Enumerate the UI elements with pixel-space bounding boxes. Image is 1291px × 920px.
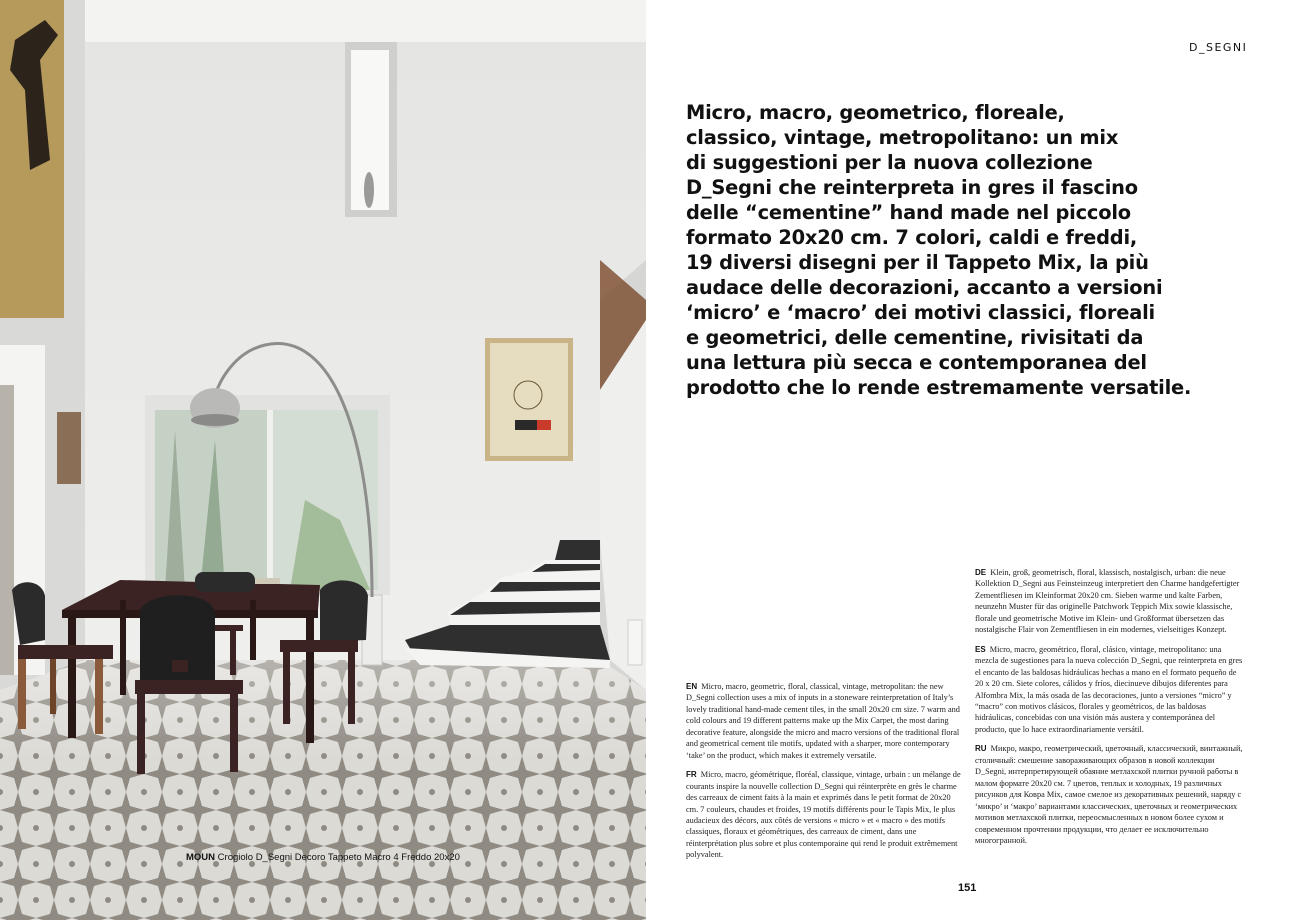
photo-caption	[186, 852, 460, 863]
painting-icon	[0, 0, 64, 318]
lang-label-ru: RU	[975, 744, 987, 754]
caption-brand: MOUN	[186, 852, 216, 863]
headline-line: delle “cementine” hand made nel piccolo	[686, 201, 1131, 224]
wall-sculpture	[57, 412, 81, 484]
framed-drawing	[485, 338, 573, 461]
text-column-left	[686, 681, 962, 869]
headline-line: prodotto che lo rende estremamente versatile.	[686, 376, 1192, 399]
lang-label-en: EN	[686, 682, 698, 691]
headline-line: una lettura più secca e contemporanea del	[686, 351, 1147, 374]
text-column-right	[975, 567, 1245, 854]
section-title: D_SEGNI	[1189, 41, 1248, 54]
paragraph-ru	[975, 743, 1245, 846]
headline-line: audace delle decorazioni, accanto a versioni	[686, 276, 1163, 299]
headline	[686, 100, 1246, 400]
headline-line: 19 diversi disegni per il Tappeto Mix, la più	[686, 251, 1149, 274]
paragraph-de	[975, 567, 1245, 636]
headline-line: D_Segni che reinterpreta in gres il fascino	[686, 176, 1138, 199]
page-number: 151	[958, 882, 977, 894]
paragraph-es-text: Micro, macro, geométrico, floral, clásico, vintage, metropolitano: una mezcla de sugestiones para la nueva colección D_Segni, que reinterpreta en gres el encanto de las baldosas hidráulicas hechas a mano en el formato pequeño de 20 x 20 cm. Siete colores, cálidos y fríos, diecinueve dibujos diferentes para Alfombra Mix, la más osada de las decoraciones, junto a versiones “micro” y “macro” con motivos clásicos, florales y geométricos, de las baldosas hidráulicas, concebidas con una visión más austera y contemporánea del producto, que lo hace extraordinariamente versátil.	[975, 644, 1243, 734]
headline-line: formato 20x20 cm. 7 colori, caldi e freddi,	[686, 226, 1138, 249]
paragraph-fr-text: Micro, macro, géométrique, floréal, classique, vintage, urbain : un mélange de courants inspire la nouvelle collection D_Segni qui réinterprète en grès le charme des carreaux de ciment faits à la main et exprimés dans le petit format de 20x20 cm. 7 couleurs, chaudes et froides, 19 motifs différents pour le Tapis Mix, le plus audacieux des décors, aux côtés de versions « micro » et « macro » des motifs classiques, floraux et géométriques, des carreaux de ciment, dans une réinterprétation plus sobre et plus contemporaine qui rend le produit extrêmement polyvalent.	[686, 770, 961, 860]
ceiling	[0, 0, 646, 42]
paragraph-es	[975, 644, 1245, 736]
radiator	[628, 620, 642, 665]
paragraph-en-text: Micro, macro, geometric, floral, classical, vintage, metropolitan: the new D_Segni collection uses a mix of inputs in a stoneware reinterpretation of Italy’s lovely traditional hand-made cement tiles, in the small 20x20 cm size. 7 warm and cold colours and 19 different patterns make up the Mix Carpet, the most daring decorative feature, alongside the micro and macro versions of the traditional floral and geometrical cement tile motifs, updated with a sharper, more contemporary ‘take’ on the product, which makes it extremely versatile.	[686, 682, 960, 760]
lang-label-de: DE	[975, 568, 987, 577]
vase	[364, 172, 374, 208]
paragraph-fr	[686, 769, 962, 861]
lang-label-fr: FR	[686, 770, 697, 780]
paragraph-en	[686, 681, 962, 761]
headline-line: e geometrici, delle cementine, rivisitati da	[686, 326, 1144, 349]
headline-line: classico, vintage, metropolitano: un mix	[686, 126, 1119, 149]
headline-line: Micro, macro, geometrico, floreale,	[686, 101, 1065, 124]
paragraph-de-text: Klein, groß, geometrisch, floral, klassisch, nostalgisch, urban: die neue Kollektion D_Segni aus Feinsteinzeug interpretiert den Charme handgefertigter Zementfliesen im Kleinformat 20x20 cm. Sieben warme und kalte Farben, neunzehn Muster für das originelle Patchwork Teppich Mix sowie klassische, florale und geometrische Motive im Klein- und Großformat übersetzen das nostalgische Flair von Zementfliesen in ein modernes, vielseitiges Konzept.	[975, 568, 1240, 635]
headline-line: ‘micro’ e ‘macro’ dei motivi classici, floreali	[686, 301, 1155, 324]
lang-label-es: ES	[975, 644, 986, 654]
paragraph-ru-text: Микро, макро, геометрический, цветочный, классический, винтажный, столичный: смешение завораживающих образов в новой коллекции D_Segni, интерпретирующей обаяние метлахской плитки ручной работы в малом формате 20x20 см. 7 цветов, теплых и холодных, 19 различных рисунков для Ковра Mix, самое смелое из декоративных решений, наряду с ‘микро’ и ‘макро’ вариантами классических, цветочных и геометрических мотивов метлахской плитки, переосмысленных в новом более сухом и современном прочтении продукции, что делает ее исключительно многогранной.	[975, 744, 1243, 845]
caption-text: Crogiolo D_Segni Decoro Tappeto Macro 4 Freddo 20x20	[215, 852, 460, 863]
headline-line: di suggestioni per la nuova collezione	[686, 151, 1093, 174]
